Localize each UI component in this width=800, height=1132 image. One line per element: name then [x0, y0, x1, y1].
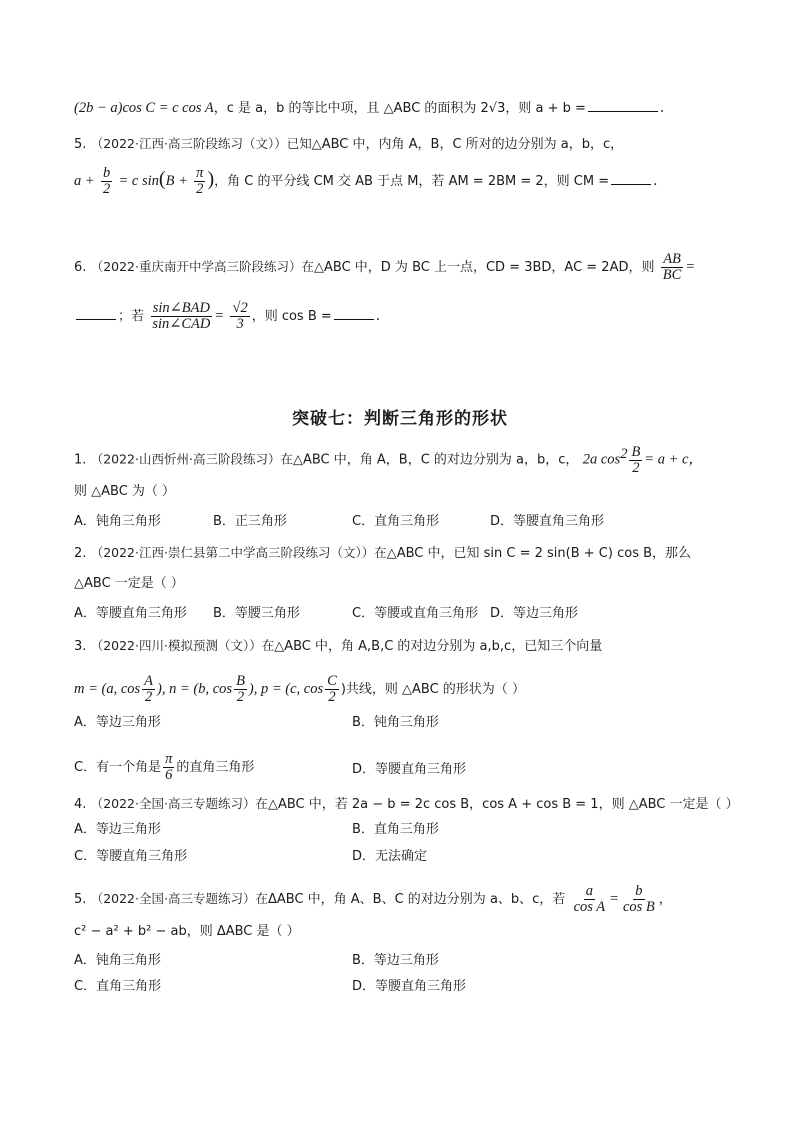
- equals-sign: =: [214, 308, 225, 324]
- question-text: ，则 cos B =: [251, 309, 332, 324]
- formula-part: 2a cos: [582, 451, 621, 468]
- answer-blank: [611, 172, 651, 185]
- fraction: [234, 674, 247, 705]
- formula-part: a +: [74, 173, 95, 189]
- q5-line1: [74, 884, 672, 915]
- q2-option-a[interactable]: A．等腰直角三角形: [74, 606, 187, 621]
- fraction-denominator: 2: [632, 459, 640, 476]
- fraction-numerator: π: [196, 165, 204, 181]
- q4-line1: [74, 794, 739, 815]
- period: .: [659, 100, 665, 116]
- q2-line1: [74, 543, 691, 564]
- fraction-b-cosB: [621, 884, 657, 915]
- q3-option-a[interactable]: A．等边三角形: [74, 715, 161, 730]
- fraction: [629, 445, 642, 476]
- question-source: （2022·江西·崇仁县第二中学高三阶段练习（文））在: [90, 545, 387, 560]
- question-number: 5.: [74, 892, 87, 907]
- fraction-denominator: 3: [236, 316, 244, 332]
- question-text: △ABC 中，D 为 BC 上一点，CD = 3BD，AC = 2AD，则: [314, 260, 655, 275]
- q5-option-a[interactable]: A．钝角三角形: [74, 953, 161, 968]
- punctuation: ，: [658, 892, 672, 907]
- ratio-fraction: [661, 252, 684, 283]
- fraction-numerator: C: [327, 673, 337, 689]
- question-source: （2022·山西忻州·高三阶段练习）在: [90, 451, 293, 467]
- fraction-numerator: AB: [663, 251, 681, 267]
- q2-option-d[interactable]: D．等边三角形: [490, 606, 579, 621]
- formula-cosine: (2b − a)cos C = c cos A: [74, 100, 214, 116]
- question-source: （2022·四川·模拟预测（文））在: [90, 638, 275, 653]
- question-number: 6.: [74, 260, 87, 275]
- question-source: （2022·全国·高三专题练习）在: [90, 796, 268, 811]
- fraction-numerator: b: [102, 165, 111, 181]
- question-text: △ABC 中，若 2a − b = 2c cos B，cos A + cos B = 1，则 △ABC 一定是（ ）: [267, 797, 739, 812]
- fraction-numerator: B: [631, 443, 641, 460]
- prev-q5-line1: [74, 134, 623, 155]
- vector-n: ), n = (b, cos: [157, 681, 233, 697]
- fraction: [142, 674, 155, 705]
- fraction-numerator: b: [635, 883, 643, 899]
- fraction-denominator: 2: [196, 181, 204, 197]
- q3-vectors-line: [74, 674, 525, 705]
- formula-part: = c sin: [118, 173, 159, 189]
- q1-line2: 则 △ABC 为（ ）: [74, 484, 176, 499]
- fraction: [101, 166, 112, 197]
- q1-option-d[interactable]: D．等腰直角三角形: [490, 514, 605, 529]
- q1-line1: 1. （2022·山西忻州·高三阶段练习）在△ABC 中，角 A，B，C 的对边分别为 a，b，c， 2a $\cos^2$ $\frac{B}{2}$ = a + c，: [74, 443, 703, 476]
- fraction-numerator: sin∠BAD: [152, 300, 210, 316]
- q5-option-d[interactable]: D．等腰直角三角形: [352, 979, 467, 994]
- answer-blank: [588, 99, 658, 112]
- sin-ratio-fraction: [150, 301, 212, 332]
- option-tail: 的直角三角形: [176, 760, 255, 775]
- fraction-denominator: 2: [328, 689, 336, 705]
- q5-option-c[interactable]: C．直角三角形: [74, 979, 162, 994]
- answer-blank: [334, 307, 374, 320]
- fraction-denominator: cos A: [573, 899, 606, 915]
- q2-line2: △ABC 一定是（ ）: [74, 576, 184, 591]
- question-number: 1.: [74, 452, 87, 468]
- fraction-numerator: A: [144, 673, 154, 689]
- fraction-numerator: √2: [232, 300, 248, 316]
- question-text: △ABC 中，角 A,B,C 的对边分别为 a,b,c，已知三个向量: [274, 639, 603, 654]
- fraction-numerator: a: [585, 883, 594, 899]
- question-source: （2022·重庆南开中学高三阶段练习）在: [90, 259, 314, 274]
- fraction-numerator: B: [236, 673, 245, 689]
- question-text: △ABC 中，已知 sin C = 2 sin(B + C) cos B，那么: [386, 546, 692, 561]
- question-text: ，角 C 的平分线 CM 交 AB 于点 M，若 AM = 2BM = 2，则 CM =: [214, 174, 610, 189]
- question-number: 4.: [74, 797, 87, 812]
- equals-sign: =: [685, 259, 696, 275]
- q1-option-c[interactable]: C．直角三角形: [352, 514, 440, 529]
- question-text: △ABC 中，内角 A，B，C 所对的边分别为 a，b，c，: [311, 137, 624, 152]
- fraction-pi: [194, 166, 205, 197]
- question-text: ；若: [118, 309, 145, 324]
- question-number: 2.: [74, 546, 87, 561]
- question-source: （2022·全国·高三专题练习）在: [90, 891, 268, 906]
- vector-m: m = (a, cos: [74, 681, 141, 697]
- vector-p: ), p = (c, cos: [248, 681, 324, 697]
- answer-blank: [76, 307, 116, 320]
- q4-option-c[interactable]: C．等腰直角三角形: [74, 849, 188, 864]
- question-text: )共线，则 △ABC 的形状为（ ）: [340, 682, 525, 697]
- prev-q5-line2: a + $\frac{b}{2}$ = c sin(B + $\frac{\pi}{2}$ )，角 C 的平分线 CM 交 AB 于点 M，若 AM = 2BM = 2，则 CM = .: [74, 165, 658, 197]
- q3-option-b[interactable]: B．钝角三角形: [352, 715, 439, 730]
- question-number: 3.: [74, 639, 87, 654]
- q4-option-b[interactable]: B．直角三角形: [352, 822, 439, 837]
- top-continuation-line: [74, 98, 664, 119]
- question-source: （2022·江西·高三阶段练习（文））已知: [90, 136, 312, 151]
- fraction-pi-6: [163, 752, 174, 783]
- fraction-denominator: BC: [662, 267, 682, 283]
- q3-option-d[interactable]: D．等腰直角三角形: [352, 762, 467, 777]
- fraction: [325, 674, 339, 705]
- question-text: ΔABC 中，角 A、B、C 的对边分别为 a、b、c，若: [267, 892, 566, 907]
- question-text: △ABC 中，角 A，B，C 的对边分别为 a，b，c，: [292, 452, 579, 468]
- fraction-denominator: sin∠CAD: [152, 316, 211, 332]
- fraction-denominator: 6: [165, 767, 173, 783]
- equals-sign: =: [609, 891, 619, 907]
- period: .: [653, 173, 658, 189]
- period: .: [375, 308, 381, 324]
- formula-part: = a + c，: [644, 451, 703, 468]
- q3-option-c[interactable]: [74, 752, 254, 783]
- q2-option-c[interactable]: C．等腰或直角三角形: [352, 606, 479, 621]
- fraction-numerator: π: [165, 751, 173, 767]
- q5-option-b[interactable]: B．等边三角形: [352, 953, 439, 968]
- fraction-denominator: 2: [144, 689, 153, 705]
- section-title: 突破七：判断三角形的形状: [292, 409, 508, 429]
- q2-option-b[interactable]: B．等腰三角形: [213, 606, 300, 621]
- formula-part: B +: [165, 173, 188, 189]
- fraction-a-cosA: [572, 884, 608, 915]
- fraction-denominator: 2: [236, 689, 245, 705]
- fraction-denominator: cos B: [622, 899, 655, 915]
- root-fraction: [230, 301, 249, 332]
- option-label: C．有一个角是: [74, 760, 162, 775]
- fraction-denominator: 2: [102, 181, 111, 197]
- q4-option-d[interactable]: D．无法确定: [352, 849, 428, 864]
- continuation-text: ，c 是 a，b 的等比中项，且 △ABC 的面积为 2√3，则 a + b =: [213, 101, 586, 116]
- prev-q6-line1: [74, 252, 695, 283]
- question-number: 5.: [74, 137, 87, 152]
- q1-option-b[interactable]: B．正三角形: [213, 514, 287, 529]
- prev-q6-line2: [74, 301, 380, 332]
- q5-line2: c² − a² + b² − ab，则 ΔABC 是（ ）: [74, 924, 300, 939]
- q1-option-a[interactable]: A．钝角三角形: [74, 514, 161, 529]
- q4-option-a[interactable]: A．等边三角形: [74, 822, 161, 837]
- q3-line1: [74, 636, 602, 657]
